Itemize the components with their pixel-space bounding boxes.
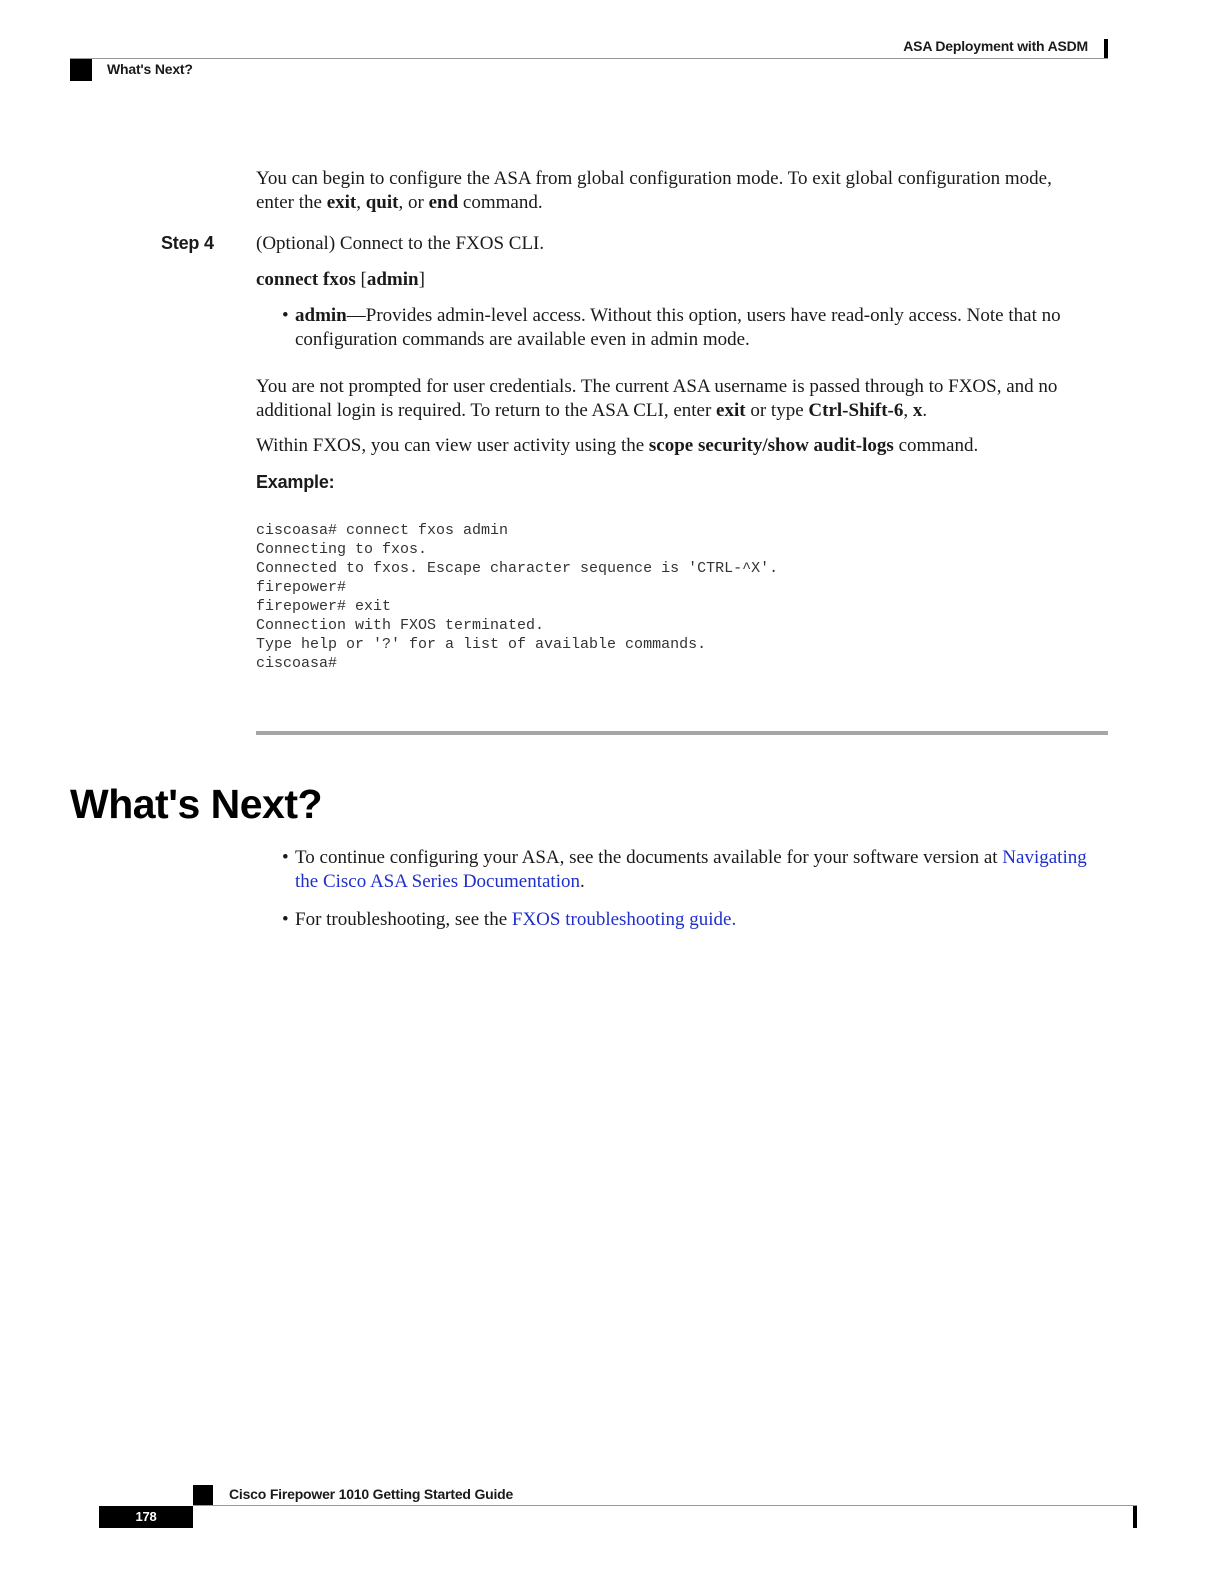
bullet: • bbox=[282, 909, 289, 930]
footer-bar bbox=[1133, 1506, 1137, 1528]
admin-term: admin bbox=[295, 305, 347, 326]
asa-docs-link-cont[interactable]: the Cisco ASA Series Documentation bbox=[295, 871, 580, 892]
end-command: end bbox=[428, 192, 459, 213]
footer-rule bbox=[193, 1505, 1137, 1506]
header-rule bbox=[70, 58, 1108, 59]
header-book-section: ASA Deployment with ASDM bbox=[903, 38, 1088, 54]
intro-line-1: You can begin to configure the ASA from global configuration mode. To exit global configuration mode, bbox=[256, 168, 1052, 189]
code-line: ciscoasa# bbox=[256, 655, 338, 672]
exit-command: exit bbox=[326, 192, 357, 213]
command-syntax: connect fxos [admin] bbox=[256, 269, 425, 290]
code-line: Connected to fxos. Escape character sequence is 'CTRL-^X'. bbox=[256, 560, 779, 577]
footer-guide-title: Cisco Firepower 1010 Getting Started Guide bbox=[229, 1486, 514, 1502]
code-line: ciscoasa# connect fxos admin bbox=[256, 522, 509, 539]
code-line: firepower# exit bbox=[256, 598, 392, 615]
code-line: Connecting to fxos. bbox=[256, 541, 428, 558]
header-square bbox=[70, 59, 92, 81]
admin-option-item: • admin—Provides admin-level access. Without this option, users have read-only access. Note that no configuration commands are available even in admin mode. bbox=[282, 305, 1061, 350]
intro-line-2: enter the exit, quit, or end command. bbox=[256, 192, 543, 213]
fxos-troubleshooting-link[interactable]: FXOS troubleshooting guide. bbox=[511, 909, 737, 930]
header-running-section: What's Next? bbox=[107, 61, 193, 77]
audit-paragraph: Within FXOS, you can view user activity using the scope security/show audit-logs command. bbox=[256, 435, 979, 456]
page-number: 178 bbox=[135, 1509, 157, 1524]
code-line: Type help or '?' for a list of available commands. bbox=[256, 636, 707, 653]
step-label: Step 4 bbox=[161, 233, 214, 253]
credentials-paragraph: You are not prompted for user credentials. The current ASA username is passed through to FXOS, and no additional login is required. To return to the ASA CLI, enter exit or type Ctrl-Shift-6, x. bbox=[256, 376, 1058, 421]
intro-paragraph bbox=[256, 167, 1116, 215]
section-heading: What's Next? bbox=[70, 781, 323, 827]
header-bar bbox=[1104, 39, 1108, 58]
step-text: (Optional) Connect to the FXOS CLI. bbox=[256, 233, 545, 254]
code-line: Connection with FXOS terminated. bbox=[256, 617, 545, 634]
next-item-docs: • To continue configuring your ASA, see the documents available for your software version at Navigating the Cisco ASA Series Documentation. bbox=[282, 847, 1087, 892]
asa-docs-link[interactable]: Navigating bbox=[1002, 847, 1087, 868]
example-label: Example: bbox=[256, 472, 335, 492]
footer-square bbox=[193, 1485, 213, 1505]
code-line: firepower# bbox=[256, 579, 347, 596]
section-divider bbox=[256, 731, 1108, 735]
next-item-troubleshooting: • For troubleshooting, see the FXOS troubleshooting guide. bbox=[282, 909, 737, 930]
bullet: • bbox=[282, 305, 289, 326]
bullet: • bbox=[282, 847, 289, 868]
quit-command: quit bbox=[365, 192, 399, 213]
code-block bbox=[256, 521, 778, 673]
